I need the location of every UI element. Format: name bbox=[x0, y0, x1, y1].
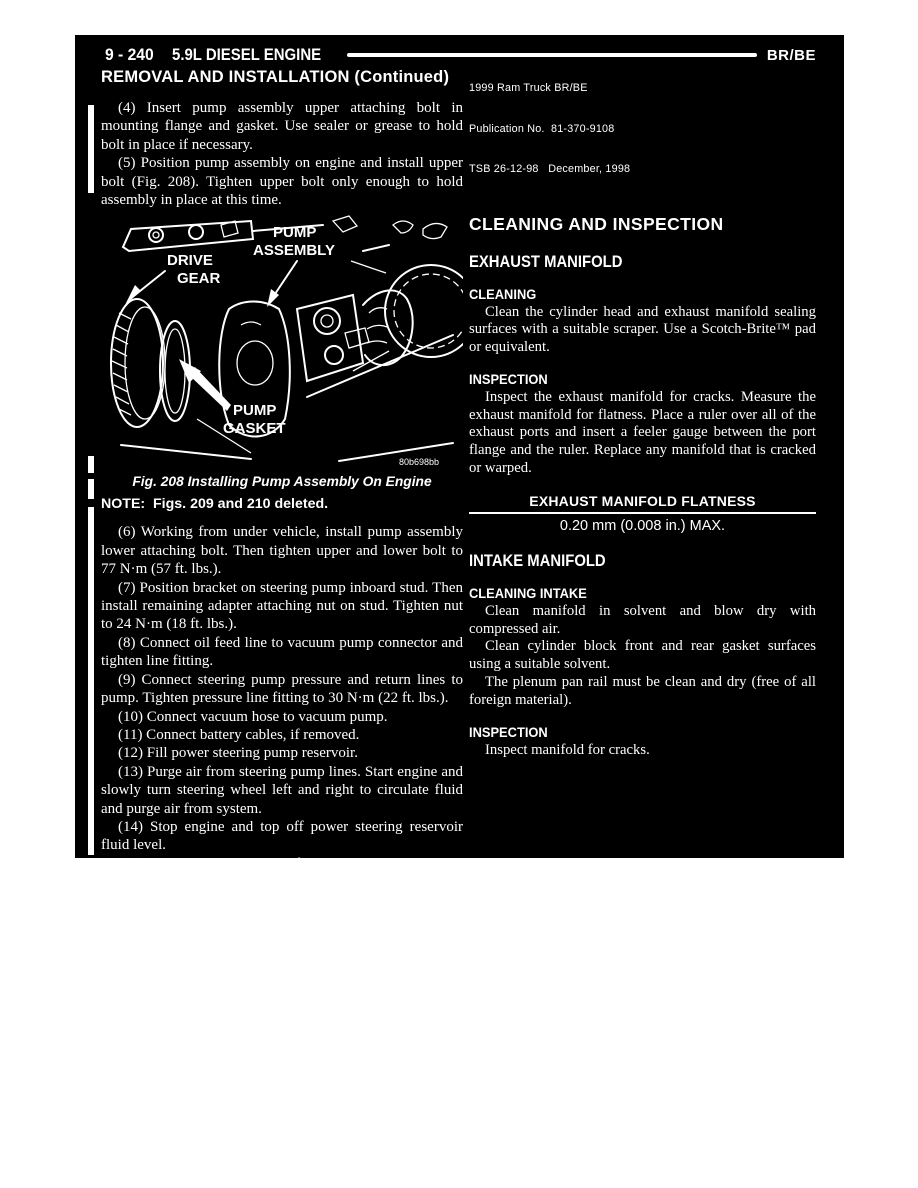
intake-inspection-text: Inspect manifold for cracks. bbox=[485, 741, 650, 758]
revision-bar bbox=[88, 456, 94, 473]
subheading-intake-inspection: INSPECTION bbox=[469, 723, 548, 740]
pump-assembly-line-art bbox=[101, 213, 463, 471]
spec-table-value: 0.20 mm (0.008 in.) MAX. bbox=[559, 517, 726, 534]
step-paragraph-5: (5) Position pump assembly on engine and install upper bolt (Fig. 208). Tighten upper bolt only enough to hold assembly in place at this time. bbox=[101, 155, 463, 209]
figure-label-pump-assembly-line1: PUMP bbox=[273, 224, 317, 242]
figure-208-illustration bbox=[101, 213, 463, 471]
figure-label-drive-gear-line2: GEAR bbox=[177, 270, 221, 288]
heading-intake-manifold: INTAKE MANIFOLD bbox=[469, 551, 606, 570]
model-code: BR/BE bbox=[766, 46, 816, 64]
intake-cleaning-text-2: Clean cylinder block front and rear gasket surfaces using a suitable solvent. bbox=[469, 638, 816, 673]
spec-table-title: EXHAUST MANIFOLD FLATNESS bbox=[529, 492, 756, 509]
manual-page bbox=[75, 35, 844, 891]
intake-cleaning-text-1: Clean manifold in solvent and blow dry with compressed air. bbox=[469, 602, 816, 637]
step-paragraph-7: (7) Position bracket on steering pump inboard stud. Then install remaining adapter attaching nut on stud. Tighten nut to 24 N·m (18 ft. lbs.). bbox=[101, 579, 463, 633]
step-paragraph-4: (4) Insert pump assembly upper attaching bolt in mounting flange and gasket. Use sealer or grease to hold bolt in place if necessary. bbox=[101, 100, 463, 153]
revision-bar bbox=[88, 479, 94, 499]
subheading-exhaust-cleaning: CLEANING bbox=[469, 285, 537, 302]
step-paragraph-11: (11) Connect battery cables, if removed. bbox=[118, 726, 360, 743]
engine-section-title: 5.9L DIESEL ENGINE bbox=[171, 45, 322, 64]
exhaust-manifold-flatness-table bbox=[469, 493, 816, 534]
step-paragraph-9: (9) Connect steering pump pressure and return lines to pump. Tighten pressure line fitting to 30 N·m (22 ft. lbs.). bbox=[101, 671, 463, 707]
revision-bar bbox=[88, 507, 94, 855]
exhaust-inspection-text: Inspect the exhaust manifold for cracks. Measure the exhaust manifold for flatness. Place a ruler over all of the exhaust ports and insert a feeler gauge between the port flange and the ruler. Replace any manifold that is cracked or warped. bbox=[469, 388, 816, 477]
section-heading-removal-installation: REMOVAL AND INSTALLATION (Continued) bbox=[101, 68, 450, 86]
subheading-exhaust-inspection: INSPECTION bbox=[469, 370, 548, 387]
publication-info bbox=[469, 55, 816, 204]
publication-line-tsb: TSB 26-12-98 December, 1998 bbox=[469, 163, 631, 175]
intake-cleaning-text-3: The plenum pan rail must be clean and dry (free of all foreign material). bbox=[469, 674, 816, 708]
step-paragraph-6: (6) Working from under vehicle, install pump assembly lower attaching bolt. Then tighten upper and lower bolt to 77 N·m (57 ft. lbs.). bbox=[101, 524, 463, 578]
page-number: 9 - 240 bbox=[105, 45, 154, 64]
subheading-intake-cleaning: CLEANING INTAKE bbox=[469, 584, 587, 601]
figure-label-pump-gasket-line2: GASKET bbox=[223, 420, 286, 438]
note-text: NOTE: Figs. 209 and 210 deleted. bbox=[101, 496, 329, 513]
right-column bbox=[469, 55, 816, 759]
step-paragraph-14: (14) Stop engine and top off power steering reservoir fluid level. bbox=[101, 818, 463, 854]
step-paragraph-15: (15) Start engine and verify that steering action is correct. Do this before moving vehicle. bbox=[101, 855, 463, 891]
step-paragraph-8: (8) Connect oil feed line to vacuum pump connector and tighten line fitting. bbox=[101, 634, 463, 670]
left-column bbox=[101, 68, 463, 892]
step-paragraph-12: (12) Fill power steering pump reservoir. bbox=[118, 745, 358, 762]
figure-id: 80b698bb bbox=[399, 457, 440, 468]
figure-caption: Fig. 208 Installing Pump Assembly On Engine bbox=[132, 474, 432, 490]
publication-line-vehicle: 1999 Ram Truck BR/BE bbox=[469, 82, 588, 94]
exhaust-cleaning-text: Clean the cylinder head and exhaust manifold sealing surfaces with a suitable scraper. Use a Scotch-Brite™ pad or equivalent. bbox=[469, 303, 816, 356]
figure-label-pump-gasket-line1: PUMP bbox=[233, 402, 277, 420]
step-paragraph-10: (10) Connect vacuum hose to vacuum pump. bbox=[118, 708, 388, 725]
figure-label-pump-assembly-line2: ASSEMBLY bbox=[253, 242, 335, 260]
step-paragraph-13: (13) Purge air from steering pump lines. Start engine and slowly turn steering wheel left and right to circulate fluid and purge air from system. bbox=[101, 763, 463, 817]
main-heading-cleaning-and-inspection: CLEANING AND INSPECTION bbox=[469, 213, 724, 234]
steps-list bbox=[101, 523, 463, 891]
figure-label-drive-gear-line1: DRIVE bbox=[167, 252, 213, 270]
heading-exhaust-manifold: EXHAUST MANIFOLD bbox=[469, 252, 623, 271]
revision-bar bbox=[88, 105, 94, 193]
publication-line-number: Publication No. 81-370-9108 bbox=[469, 122, 615, 135]
spec-table-rule bbox=[469, 512, 816, 514]
